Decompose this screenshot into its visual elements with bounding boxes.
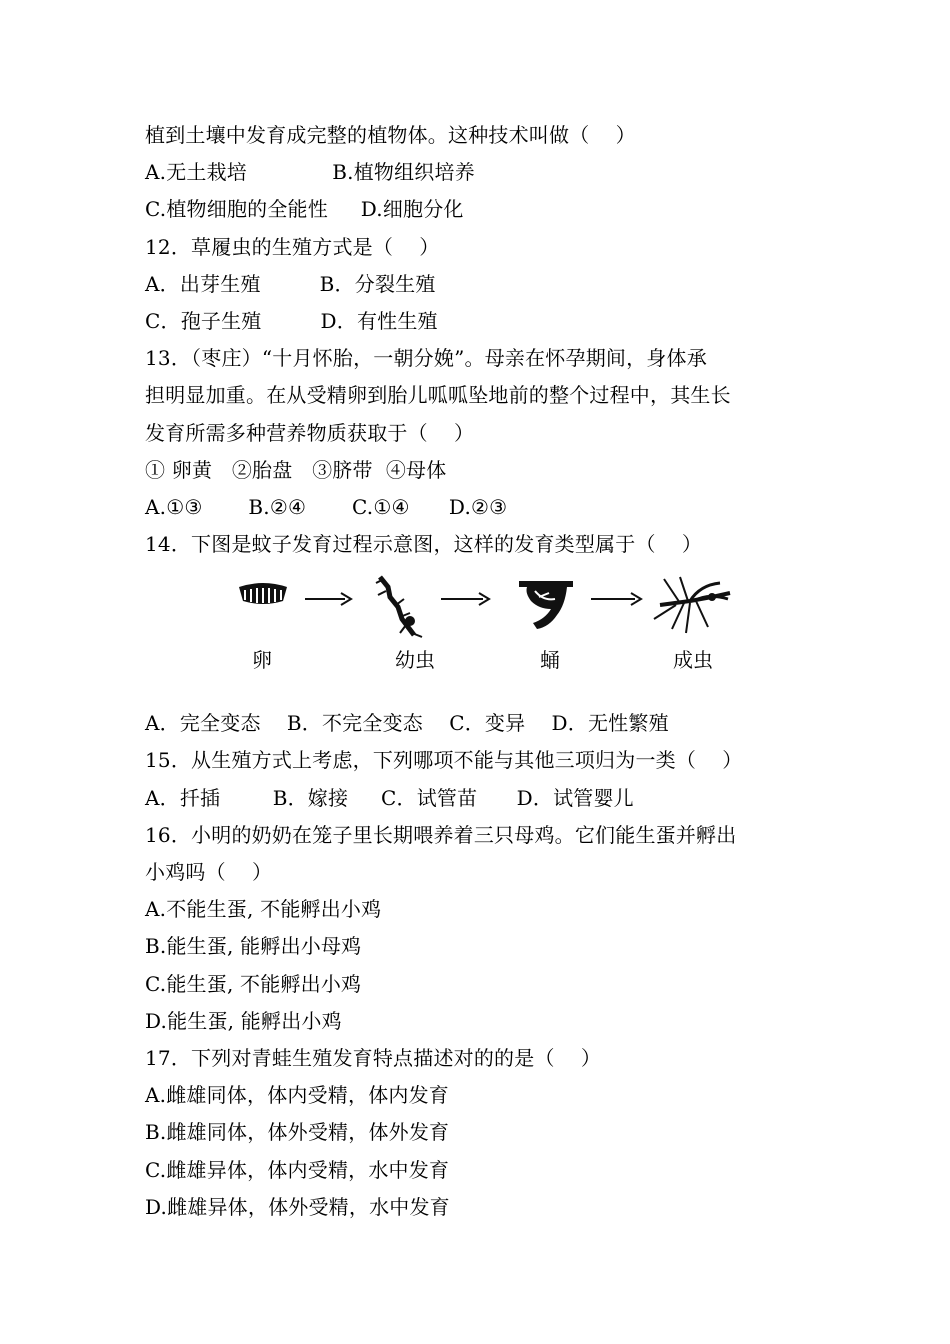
option-line: A.雌雄同体，体内受精，体内发育 xyxy=(145,1083,450,1108)
option-line: C.雌雄异体，体内受精，水中发育 xyxy=(145,1157,450,1182)
option-line: D.能生蛋, 能孵出小鸡 xyxy=(145,1008,342,1033)
option-line: A．扦插 B．嫁接 C．试管苗 D．试管婴儿 xyxy=(145,785,634,810)
text-line: 担明显加重。在从受精卵到胎儿呱呱坠地前的整个过程中，其生长 xyxy=(145,383,731,408)
text-line: 发育所需多种营养物质获取于（ ） xyxy=(145,420,475,445)
stage-adult xyxy=(650,569,740,705)
option-line: A.无土栽培 B.植物组织培养 xyxy=(145,160,475,185)
question-14: 14．下图是蚊子发育过程示意图，这样的发育类型属于（ ） xyxy=(145,532,703,557)
stage-larva xyxy=(370,569,460,705)
option-line: ① 卵黄 ②胎盘 ③脐带 ④母体 xyxy=(145,457,447,482)
option-line: C.能生蛋, 不能孵出小鸡 xyxy=(145,971,362,996)
question-13: 13．（枣庄）“十月怀胎，一朝分娩”。母亲在怀孕期间，身体承 xyxy=(145,346,707,371)
question-15: 15．从生殖方式上考虑，下列哪项不能与其他三项归为一类（ ） xyxy=(145,748,743,773)
stage-label: 蛹 xyxy=(540,648,560,673)
option-line: B.雌雄同体，体外受精，体外发育 xyxy=(145,1120,450,1145)
stage-label: 卵 xyxy=(252,648,272,673)
arrow-icon xyxy=(441,591,491,607)
text-line: 小鸡吗（ ） xyxy=(145,860,273,884)
mosquito-lifecycle-figure xyxy=(145,569,825,705)
question-12: 12．草履虫的生殖方式是（ ） xyxy=(145,234,440,259)
option-line: B.能生蛋, 能孵出小母鸡 xyxy=(145,934,362,959)
option-line: D.雌雄异体，体外受精，水中发育 xyxy=(145,1194,450,1219)
mosquito-icon xyxy=(650,575,734,635)
larva-icon xyxy=(370,575,430,645)
option-line: C.植物细胞的全能性 D.细胞分化 xyxy=(145,197,464,222)
stage-egg xyxy=(233,569,323,705)
arrow-icon xyxy=(305,591,353,607)
option-line: A.不能生蛋, 不能孵出小鸡 xyxy=(145,897,382,922)
question-17: 17．下列对青蛙生殖发育特点描述对的的是（ ） xyxy=(145,1045,602,1070)
stage-pupa xyxy=(515,569,605,705)
arrow-icon xyxy=(591,591,643,607)
option-line: A．完全变态 B．不完全变态 C．变异 D．无性繁殖 xyxy=(145,711,669,736)
egg-icon xyxy=(233,575,293,615)
pupa-icon xyxy=(515,575,577,635)
option-line: A．出芽生殖 B．分裂生殖 xyxy=(145,271,436,296)
option-line: C．孢子生殖 D．有性生殖 xyxy=(145,308,438,333)
stage-label: 幼虫 xyxy=(395,648,435,673)
option-line: A.①③ B.②④ C.①④ D.②③ xyxy=(145,494,508,519)
text-line: 植到土壤中发育成完整的植物体。这种技术叫做（ ） xyxy=(145,123,636,147)
question-16: 16．小明的奶奶在笼子里长期喂养着三只母鸡。它们能生蛋并孵出 xyxy=(145,822,737,847)
question-text xyxy=(145,117,825,1226)
stage-label: 成虫 xyxy=(673,648,713,673)
